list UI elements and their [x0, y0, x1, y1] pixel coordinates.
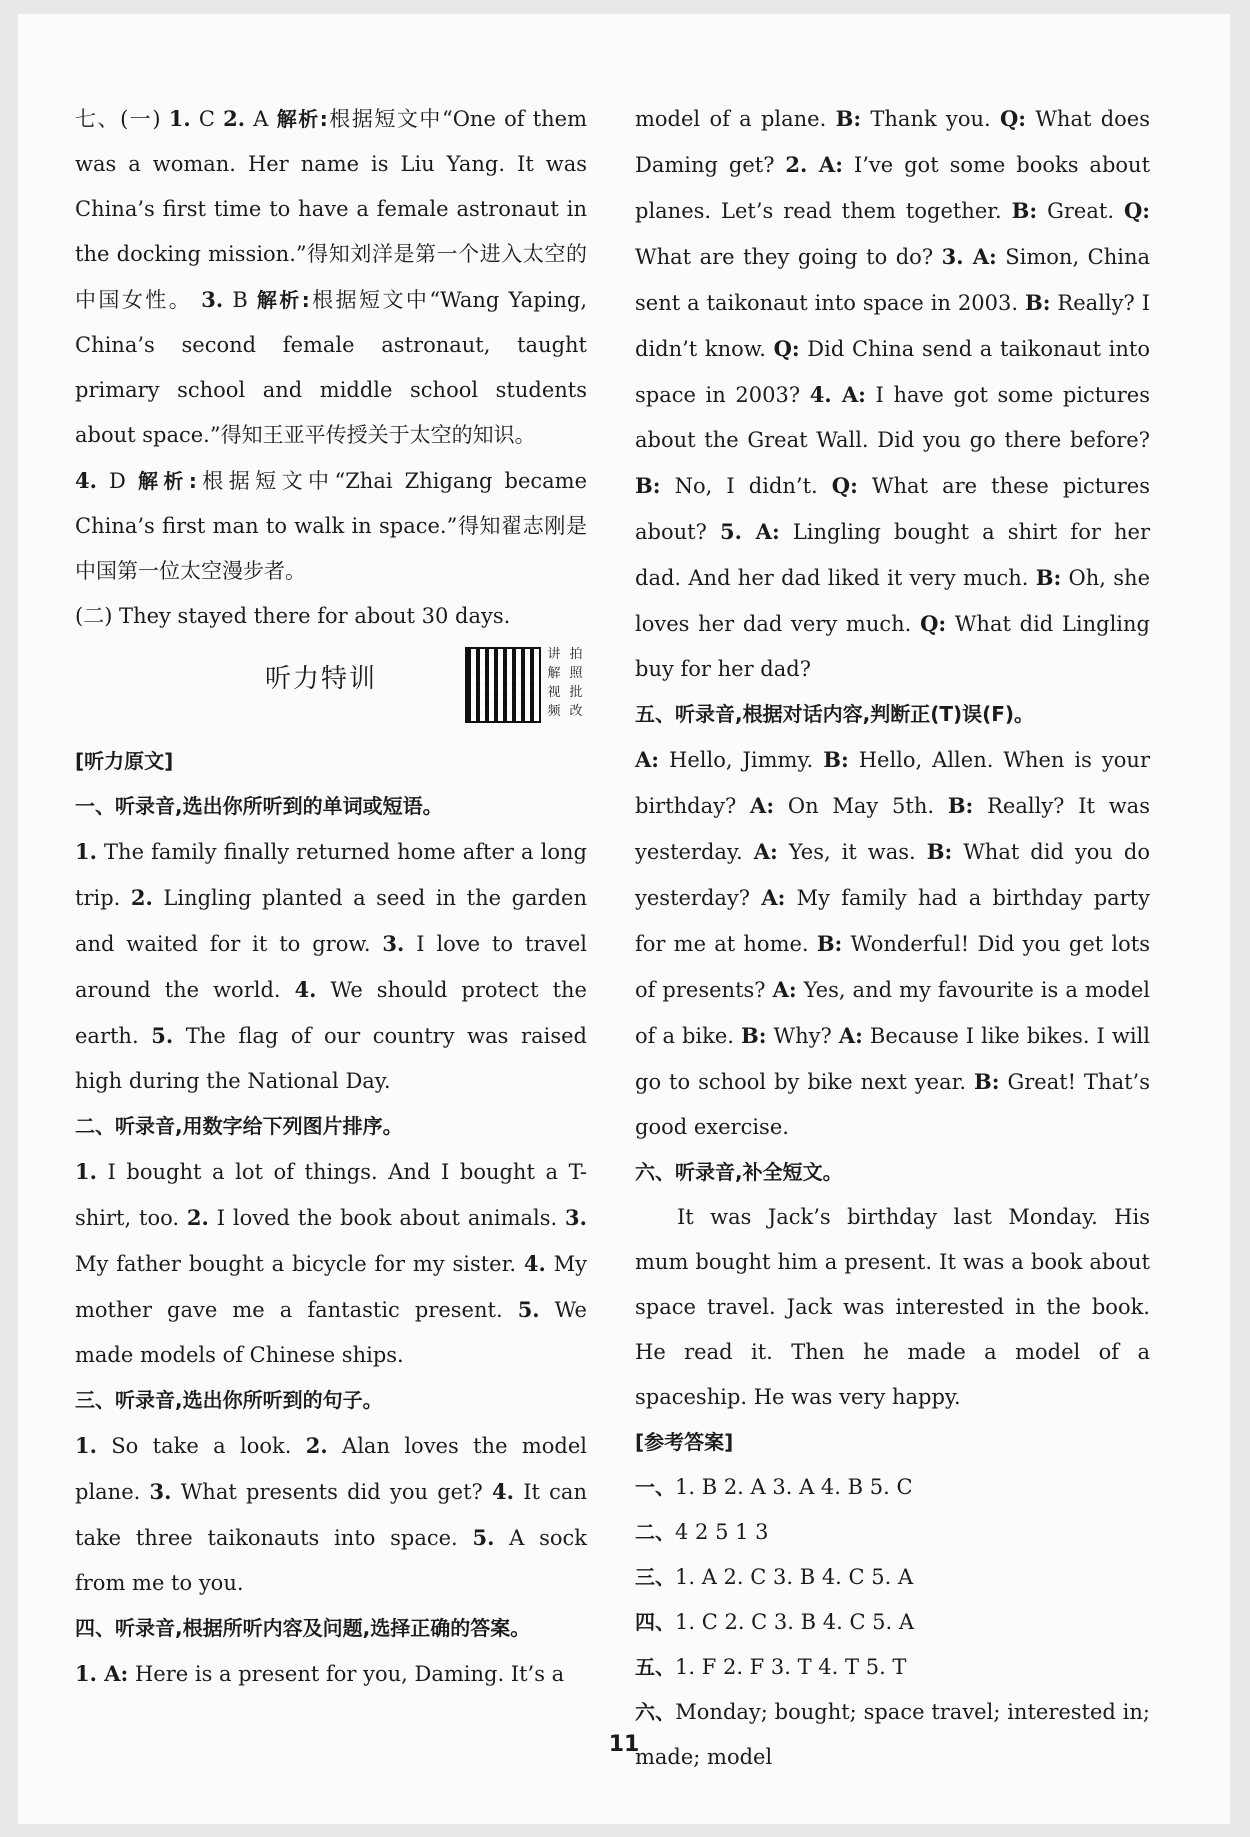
left-column	[75, 96, 587, 1697]
section-5-text: A: Hello, Jimmy. B: Hello, Allen. When is your birthday? A: On May 5th. B: Really? It was yesterday. A: Yes, it was. B: What did you do yesterday? A: My family had a birthday party for me at home. B: Wonderful! Did you get lots of presents? A: Yes, and my favourite is a model of a bike. B: Why? A: Because I like bikes. I will go to school by bike next year. B: Great! That’s good exercise.	[635, 747, 1151, 1139]
section-title: 听力特训	[265, 664, 378, 694]
answer-row: 六、Monday; bought; space travel; interested in; made; model	[635, 1700, 1151, 1769]
section-3-text: 1. So take a look. 2. Alan loves the model plane. 3. What presents did you get? 4. It can take three taikonauts into space. 5. A sock from me to you.	[75, 1433, 587, 1595]
section-1-title: 一、听录音,选出你所听到的单词或短语。	[75, 794, 443, 818]
answers-label: [参考答案]	[635, 1430, 734, 1454]
answer-row: 四、1. C 2. C 3. B 4. C 5. A	[635, 1610, 915, 1634]
section-3-title: 三、听录音,选出你所听到的句子。	[75, 1388, 383, 1412]
answer-paragraph-7-4: 4. D 解析:根据短文中“Zhai Zhigang became China’s first man to walk in space.”得知翟志刚是中国第一位太空漫步者。	[75, 468, 588, 583]
transcript-label: [听力原文]	[75, 749, 174, 773]
answer-row: 三、1. A 2. C 3. B 4. C 5. A	[635, 1565, 914, 1589]
answer-page	[18, 14, 1230, 1824]
section-4-text-cont: model of a plane. B: Thank you. Q: What does Daming get? 2. A: I’ve got some books about planes. Let’s read them together. B: Great. Q: What are they going to do? 3. A: Simon, China sent a taikonaut into space in 2003. B: Really? I didn’t know. Q: Did China send a taikonaut into space in 2003? 4. A: I have got some pictures about the Great Wall. Did you go there before? B: No, I didn’t. Q: What are these pictures about? 5. A: Lingling bought a shirt for her dad. And her dad liked it very much. B: Oh, she loves her dad very much. Q: What did Lingling buy for her dad?	[635, 106, 1151, 681]
page-number: 11	[608, 1732, 640, 1757]
answer-row: 一、1. B 2. A 3. A 4. B 5. C	[635, 1475, 913, 1499]
answer-paragraph-7-1: 七、(一) 1. C 2. A 解析:根据短文中“One of them was a woman. Her name is Liu Yang. It was China’s first time to have a female astronaut in the docking mission.”得知刘洋是第一个进入太空的中国女性。 3. B 解析:根据短文中“Wang Yaping, China’s second female astronaut, taught primary school and middle school students about space.”得知王亚平传授关于太空的知识。	[75, 106, 588, 447]
section-2-text: 1. I bought a lot of things. And I bought a T-shirt, too. 2. I loved the book about animals. 3. My father bought a bicycle for my sister. 4. My mother gave me a fantastic present. 5. We made models of Chinese ships.	[75, 1159, 587, 1367]
right-column	[635, 96, 1150, 1780]
answer-row: 五、1. F 2. F 3. T 4. T 5. T	[635, 1655, 907, 1679]
answer-row: 二、4 2 5 1 3	[635, 1520, 769, 1544]
section-5-title: 五、听录音,根据对话内容,判断正(T)误(F)。	[635, 702, 1035, 726]
qr-caption: 讲 拍 解 照 视 批 频 改	[547, 647, 583, 719]
qr-code-icon[interactable]	[465, 647, 541, 723]
section-6-text: It was Jack’s birthday last Monday. His mum bought him a present. It was a book about space travel. Jack was interested in the book. He read it. Then he made a model of a spaceship. He was very happy.	[635, 1205, 1150, 1409]
section-6-title: 六、听录音,补全短文。	[635, 1160, 843, 1184]
section-2-title: 二、听录音,用数字给下列图片排序。	[75, 1114, 403, 1138]
answer-paragraph-7-2: (二) They stayed there for about 30 days.	[75, 604, 511, 628]
section-4-text-start: 1. A: Here is a present for you, Daming. It’s a	[75, 1661, 565, 1686]
section-header	[75, 639, 587, 739]
section-1-text: 1. The family finally returned home after a long trip. 2. Lingling planted a seed in the garden and waited for it to grow. 3. I love to travel around the world. 4. We should protect the earth. 5. The flag of our country was raised high during the National Day.	[75, 839, 587, 1093]
section-4-title: 四、听录音,根据所听内容及问题,选择正确的答案。	[75, 1616, 531, 1640]
